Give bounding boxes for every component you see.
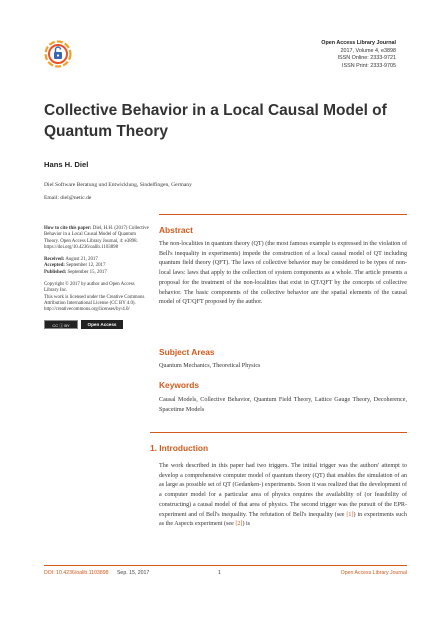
introduction-text <box>159 462 407 530</box>
footer-doi-block <box>44 570 149 576</box>
open-access-badge[interactable]: Open Access <box>81 320 123 329</box>
reference-link-2[interactable]: [2] <box>235 521 243 528</box>
footer-doi[interactable]: DOI: 10.4236/oalib.1103898 <box>44 570 109 576</box>
received-label: Received: <box>44 257 65 263</box>
volume-line: 2017, Volume 4, e3898 <box>340 47 396 54</box>
intro-text-part-2: ) in experiments such as the Aspects experiment (see <box>159 511 407 528</box>
dates-block <box>44 257 150 276</box>
copyright-block <box>44 282 150 313</box>
abstract-text: The non-localities in quantum theory (QT) (the most famous example is expressed in the violation of Bell's inequality in experiments) impede the construction of a local causal model of QT including quantum field theory (QFT). The laws of collective behavior may be considered to be types of non-local laws: laws that apply to the collection of system components as a whole. The article presents a proposal for the treatment of the non-localities that exist in QT/QFT by the concepts of collective behavior. The basic components of the collective behavior are the spatial elements of the causal model of QT/QFT proposed by the author. <box>159 241 407 306</box>
license-link[interactable]: http://creativecommons.org/licenses/by/4.0/ <box>44 307 130 313</box>
subject-areas-heading: Subject Areas <box>159 347 215 357</box>
copyright-text: Copyright © 2017 by author and Open Access Library Inc. <box>44 282 135 294</box>
journal-name: Open Access Library Journal <box>321 40 396 46</box>
badge-row <box>44 320 150 329</box>
cc-by-badge[interactable]: CC ⓘ BY <box>44 320 78 329</box>
footer-date: Sep. 15, 2017 <box>116 570 150 576</box>
introduction-divider <box>150 432 407 433</box>
accepted-date: September 12, 2017 <box>66 263 106 269</box>
introduction-heading: 1. Introduction <box>150 443 209 453</box>
intro-text-part-1: The work described in this paper had two triggers. The initial trigger was the authors' attempt to develop a comprehensive computer model of quantum theory (QT) that enables the simulation of an as large as possible set of QT (Gedanken-) experiments. Soon it was realized that the development of a computer model for a particular area of physics requires the availability of (or feasibility of constructing) a causal model of that area of physics. The second trigger was the pursuit of the EPR-experiment and of Bell's inequality. The refutation of Bell's inequality (see <box>159 463 407 518</box>
doi-link[interactable]: https://doi.org/10.4236/oalib.1103898 <box>44 244 119 250</box>
published-date: September 15, 2017 <box>67 269 107 275</box>
author-name: Hans H. Diel <box>44 160 89 169</box>
page-number: 1 <box>218 570 221 576</box>
journal-info <box>321 40 396 70</box>
issn-print: ISSN Print: 2333-9705 <box>342 62 396 69</box>
citation-block <box>44 226 150 251</box>
subject-areas-text: Quantum Mechanics, Theoretical Physics <box>159 363 261 369</box>
intro-text-part-3: ) is <box>242 521 251 528</box>
published-label: Published: <box>44 269 67 275</box>
citation-text: Diel, H.H. (2017) Collective Behavior in a Local Causal Model of Quantum Theory. Open Access Library Journal, 4: e3898. <box>44 226 149 244</box>
open-access-lock-icon <box>44 40 72 68</box>
footer-journal-name: Open Access Library Journal <box>340 570 407 576</box>
received-date: August 21, 2017 <box>65 257 98 263</box>
accepted-label: Accepted: <box>44 263 65 269</box>
issn-online: ISSN Online: 2333-9721 <box>337 55 396 62</box>
abstract-heading: Abstract <box>159 225 193 235</box>
citation-label: How to cite this paper: <box>44 226 92 231</box>
author-email: Email: diel@netic.de <box>44 195 92 201</box>
article-info-sidebar <box>44 226 150 329</box>
keywords-heading: Keywords <box>159 380 200 390</box>
footer-divider <box>44 565 407 566</box>
reference-link-1[interactable]: [1] <box>346 511 354 518</box>
paper-title: Collective Behavior in a Local Causal Model of Quantum Theory <box>44 102 387 140</box>
abstract-divider <box>159 214 407 215</box>
license-text: This work is licensed under the Creative Commons Attribution International License (CC BY 4.0). <box>44 294 145 306</box>
keywords-text: Causal Models, Collective Behavior, Quantum Field Theory, Lattice Gauge Theory, Decoherence, Spacetime Models <box>159 397 407 413</box>
author-affiliation: Diel Software Beratung und Entwicklung, Sindelfingen, Germany <box>44 182 192 188</box>
